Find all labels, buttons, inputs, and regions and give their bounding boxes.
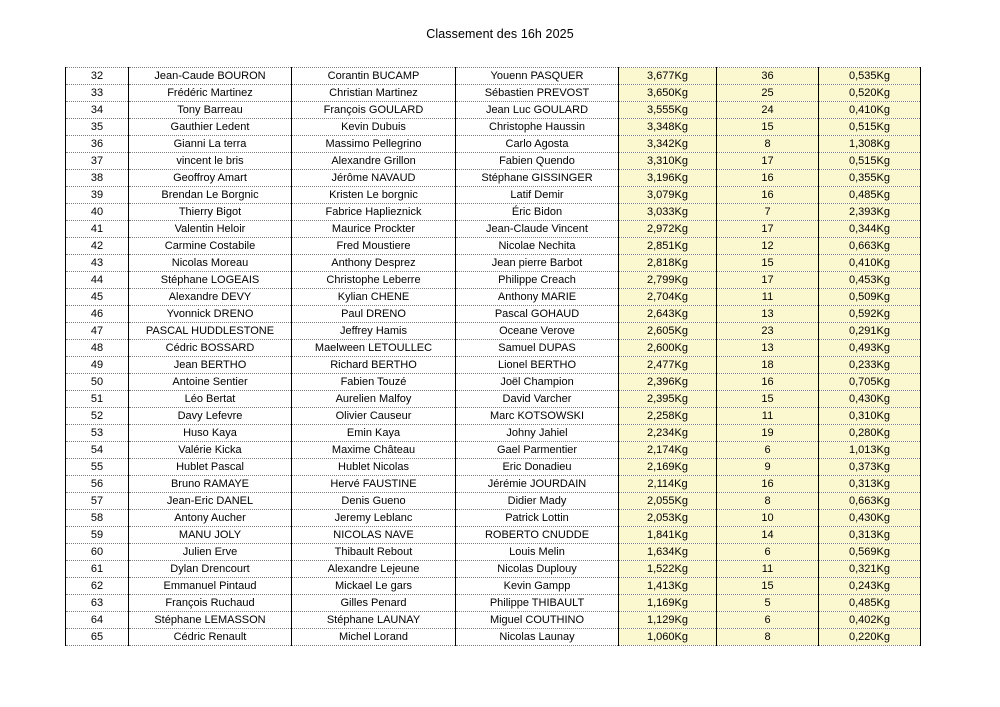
count-cell: 18 <box>717 357 819 374</box>
total-weight-cell: 2,851Kg <box>619 238 717 255</box>
competitor-3-cell: Nicolae Nechita <box>456 238 619 255</box>
table-row <box>66 306 921 323</box>
total-weight-cell: 1,841Kg <box>619 527 717 544</box>
table-row <box>66 187 921 204</box>
table-row <box>66 493 921 510</box>
table-row <box>66 136 921 153</box>
table-row <box>66 272 921 289</box>
competitor-3-cell: Joël Champion <box>456 374 619 391</box>
table-row <box>66 561 921 578</box>
competitor-2-cell: Hervé FAUSTINE <box>292 476 456 493</box>
count-cell: 12 <box>717 238 819 255</box>
biggest-weight-cell: 0,705Kg <box>819 374 921 391</box>
biggest-weight-cell: 0,485Kg <box>819 595 921 612</box>
biggest-weight-cell: 0,355Kg <box>819 170 921 187</box>
competitor-3-cell: Miguel COUTHINO <box>456 612 619 629</box>
total-weight-cell: 2,704Kg <box>619 289 717 306</box>
biggest-weight-cell: 0,410Kg <box>819 255 921 272</box>
table-row <box>66 374 921 391</box>
competitor-2-cell: Michel Lorand <box>292 629 456 646</box>
table-row <box>66 221 921 238</box>
competitor-2-cell: Massimo Pellegrino <box>292 136 456 153</box>
table-row <box>66 204 921 221</box>
competitor-2-cell: Christian Martinez <box>292 85 456 102</box>
competitor-1-cell: Cédric BOSSARD <box>129 340 292 357</box>
total-weight-cell: 2,169Kg <box>619 459 717 476</box>
table-row <box>66 357 921 374</box>
total-weight-cell: 2,396Kg <box>619 374 717 391</box>
competitor-3-cell: Marc KOTSOWSKI <box>456 408 619 425</box>
competitor-2-cell: François GOULARD <box>292 102 456 119</box>
count-cell: 36 <box>717 68 819 85</box>
competitor-1-cell: Nicolas Moreau <box>129 255 292 272</box>
total-weight-cell: 2,972Kg <box>619 221 717 238</box>
competitor-1-cell: Carmine Costabile <box>129 238 292 255</box>
competitor-1-cell: Gauthier Ledent <box>129 119 292 136</box>
count-cell: 16 <box>717 476 819 493</box>
rank-cell: 44 <box>66 272 129 289</box>
total-weight-cell: 3,310Kg <box>619 153 717 170</box>
biggest-weight-cell: 0,373Kg <box>819 459 921 476</box>
competitor-2-cell: Kylian CHENE <box>292 289 456 306</box>
competitor-3-cell: Gael Parmentier <box>456 442 619 459</box>
count-cell: 19 <box>717 425 819 442</box>
competitor-3-cell: Didier Mady <box>456 493 619 510</box>
rank-cell: 55 <box>66 459 129 476</box>
competitor-2-cell: Maurice Prockter <box>292 221 456 238</box>
competitor-3-cell: Latif Demir <box>456 187 619 204</box>
count-cell: 17 <box>717 272 819 289</box>
competitor-2-cell: Gilles Penard <box>292 595 456 612</box>
rank-cell: 42 <box>66 238 129 255</box>
biggest-weight-cell: 2,393Kg <box>819 204 921 221</box>
biggest-weight-cell: 0,485Kg <box>819 187 921 204</box>
table-row <box>66 153 921 170</box>
competitor-2-cell: Richard BERTHO <box>292 357 456 374</box>
count-cell: 13 <box>717 340 819 357</box>
table-row <box>66 85 921 102</box>
count-cell: 10 <box>717 510 819 527</box>
table-row <box>66 340 921 357</box>
count-cell: 16 <box>717 187 819 204</box>
competitor-3-cell: Patrick Lottin <box>456 510 619 527</box>
total-weight-cell: 2,605Kg <box>619 323 717 340</box>
competitor-1-cell: Brendan Le Borgnic <box>129 187 292 204</box>
biggest-weight-cell: 0,291Kg <box>819 323 921 340</box>
competitor-3-cell: Philippe Creach <box>456 272 619 289</box>
competitor-3-cell: Philippe THIBAULT <box>456 595 619 612</box>
rank-cell: 58 <box>66 510 129 527</box>
rank-cell: 39 <box>66 187 129 204</box>
competitor-1-cell: Antony Aucher <box>129 510 292 527</box>
competitor-3-cell: Carlo Agosta <box>456 136 619 153</box>
table-row <box>66 544 921 561</box>
count-cell: 15 <box>717 578 819 595</box>
rank-cell: 37 <box>66 153 129 170</box>
competitor-3-cell: Johny Jahiel <box>456 425 619 442</box>
competitor-2-cell: Anthony Desprez <box>292 255 456 272</box>
total-weight-cell: 1,522Kg <box>619 561 717 578</box>
competitor-2-cell: Jérôme NAVAUD <box>292 170 456 187</box>
competitor-3-cell: Fabien Quendo <box>456 153 619 170</box>
rank-cell: 35 <box>66 119 129 136</box>
biggest-weight-cell: 0,663Kg <box>819 493 921 510</box>
competitor-3-cell: Éric Bidon <box>456 204 619 221</box>
table-row <box>66 255 921 272</box>
total-weight-cell: 3,348Kg <box>619 119 717 136</box>
biggest-weight-cell: 0,220Kg <box>819 629 921 646</box>
biggest-weight-cell: 0,453Kg <box>819 272 921 289</box>
competitor-3-cell: Kevin Gampp <box>456 578 619 595</box>
competitor-1-cell: Valentin Heloir <box>129 221 292 238</box>
competitor-1-cell: Tony Barreau <box>129 102 292 119</box>
total-weight-cell: 2,643Kg <box>619 306 717 323</box>
competitor-3-cell: David Varcher <box>456 391 619 408</box>
total-weight-cell: 2,258Kg <box>619 408 717 425</box>
count-cell: 11 <box>717 408 819 425</box>
count-cell: 7 <box>717 204 819 221</box>
biggest-weight-cell: 0,569Kg <box>819 544 921 561</box>
total-weight-cell: 2,055Kg <box>619 493 717 510</box>
total-weight-cell: 2,818Kg <box>619 255 717 272</box>
count-cell: 13 <box>717 306 819 323</box>
rank-cell: 45 <box>66 289 129 306</box>
table-row <box>66 119 921 136</box>
rank-cell: 54 <box>66 442 129 459</box>
competitor-3-cell: Anthony MARIE <box>456 289 619 306</box>
total-weight-cell: 1,169Kg <box>619 595 717 612</box>
biggest-weight-cell: 0,243Kg <box>819 578 921 595</box>
rank-cell: 38 <box>66 170 129 187</box>
competitor-2-cell: Jeffrey Hamis <box>292 323 456 340</box>
table-row <box>66 170 921 187</box>
competitor-3-cell: Stéphane GISSINGER <box>456 170 619 187</box>
biggest-weight-cell: 0,321Kg <box>819 561 921 578</box>
table-row <box>66 289 921 306</box>
count-cell: 24 <box>717 102 819 119</box>
rank-cell: 51 <box>66 391 129 408</box>
competitor-1-cell: PASCAL HUDDLESTONE <box>129 323 292 340</box>
competitor-1-cell: Léo Bertat <box>129 391 292 408</box>
competitor-2-cell: Alexandre Grillon <box>292 153 456 170</box>
competitor-2-cell: Fabien Touzé <box>292 374 456 391</box>
count-cell: 8 <box>717 629 819 646</box>
competitor-3-cell: Jean pierre Barbot <box>456 255 619 272</box>
total-weight-cell: 2,600Kg <box>619 340 717 357</box>
count-cell: 17 <box>717 153 819 170</box>
competitor-1-cell: Hublet Pascal <box>129 459 292 476</box>
competitor-3-cell: Eric Donadieu <box>456 459 619 476</box>
rank-cell: 60 <box>66 544 129 561</box>
biggest-weight-cell: 0,410Kg <box>819 102 921 119</box>
total-weight-cell: 2,053Kg <box>619 510 717 527</box>
competitor-2-cell: Stéphane LAUNAY <box>292 612 456 629</box>
total-weight-cell: 2,477Kg <box>619 357 717 374</box>
rank-cell: 49 <box>66 357 129 374</box>
competitor-2-cell: Mickael Le gars <box>292 578 456 595</box>
count-cell: 6 <box>717 612 819 629</box>
competitor-3-cell: Jérémie JOURDAIN <box>456 476 619 493</box>
rank-cell: 47 <box>66 323 129 340</box>
competitor-1-cell: Emmanuel Pintaud <box>129 578 292 595</box>
rank-cell: 62 <box>66 578 129 595</box>
biggest-weight-cell: 0,520Kg <box>819 85 921 102</box>
biggest-weight-cell: 0,430Kg <box>819 510 921 527</box>
rank-cell: 61 <box>66 561 129 578</box>
table-row <box>66 595 921 612</box>
count-cell: 8 <box>717 136 819 153</box>
biggest-weight-cell: 0,535Kg <box>819 68 921 85</box>
competitor-1-cell: Geoffroy Amart <box>129 170 292 187</box>
competitor-3-cell: Jean-Claude Vincent <box>456 221 619 238</box>
biggest-weight-cell: 0,310Kg <box>819 408 921 425</box>
biggest-weight-cell: 0,280Kg <box>819 425 921 442</box>
table-row <box>66 391 921 408</box>
biggest-weight-cell: 0,663Kg <box>819 238 921 255</box>
rank-cell: 57 <box>66 493 129 510</box>
total-weight-cell: 2,234Kg <box>619 425 717 442</box>
biggest-weight-cell: 1,013Kg <box>819 442 921 459</box>
competitor-2-cell: Christophe Leberre <box>292 272 456 289</box>
competitor-1-cell: Alexandre DEVY <box>129 289 292 306</box>
rank-cell: 59 <box>66 527 129 544</box>
competitor-2-cell: Maelween LETOULLEC <box>292 340 456 357</box>
total-weight-cell: 3,342Kg <box>619 136 717 153</box>
total-weight-cell: 2,114Kg <box>619 476 717 493</box>
total-weight-cell: 1,129Kg <box>619 612 717 629</box>
competitor-2-cell: Olivier Causeur <box>292 408 456 425</box>
competitor-2-cell: Emin Kaya <box>292 425 456 442</box>
rank-cell: 46 <box>66 306 129 323</box>
competitor-1-cell: MANU JOLY <box>129 527 292 544</box>
page-title: Classement des 16h 2025 <box>426 27 574 41</box>
rank-cell: 48 <box>66 340 129 357</box>
competitor-2-cell: Jeremy Leblanc <box>292 510 456 527</box>
count-cell: 15 <box>717 119 819 136</box>
count-cell: 14 <box>717 527 819 544</box>
table-row <box>66 238 921 255</box>
biggest-weight-cell: 0,515Kg <box>819 153 921 170</box>
table-row <box>66 510 921 527</box>
competitor-1-cell: Antoine Sentier <box>129 374 292 391</box>
total-weight-cell: 1,634Kg <box>619 544 717 561</box>
biggest-weight-cell: 0,344Kg <box>819 221 921 238</box>
competitor-2-cell: Maxime Château <box>292 442 456 459</box>
total-weight-cell: 3,677Kg <box>619 68 717 85</box>
table-row <box>66 578 921 595</box>
total-weight-cell: 2,799Kg <box>619 272 717 289</box>
competitor-2-cell: Aurelien Malfoy <box>292 391 456 408</box>
total-weight-cell: 2,395Kg <box>619 391 717 408</box>
count-cell: 16 <box>717 170 819 187</box>
biggest-weight-cell: 0,509Kg <box>819 289 921 306</box>
competitor-1-cell: Cédric Renault <box>129 629 292 646</box>
count-cell: 6 <box>717 544 819 561</box>
biggest-weight-cell: 0,313Kg <box>819 527 921 544</box>
competitor-1-cell: Dylan Drencourt <box>129 561 292 578</box>
biggest-weight-cell: 0,493Kg <box>819 340 921 357</box>
competitor-2-cell: Alexandre Lejeune <box>292 561 456 578</box>
ranking-table <box>65 67 921 646</box>
count-cell: 16 <box>717 374 819 391</box>
count-cell: 25 <box>717 85 819 102</box>
competitor-3-cell: Jean Luc GOULARD <box>456 102 619 119</box>
count-cell: 17 <box>717 221 819 238</box>
total-weight-cell: 3,079Kg <box>619 187 717 204</box>
table-row <box>66 476 921 493</box>
rank-cell: 52 <box>66 408 129 425</box>
count-cell: 9 <box>717 459 819 476</box>
competitor-3-cell: Pascal GOHAUD <box>456 306 619 323</box>
rank-cell: 65 <box>66 629 129 646</box>
table-row <box>66 68 921 85</box>
competitor-3-cell: Nicolas Launay <box>456 629 619 646</box>
total-weight-cell: 1,413Kg <box>619 578 717 595</box>
table-row <box>66 442 921 459</box>
rank-cell: 41 <box>66 221 129 238</box>
rank-cell: 53 <box>66 425 129 442</box>
biggest-weight-cell: 0,402Kg <box>819 612 921 629</box>
table-row <box>66 629 921 646</box>
competitor-3-cell: Christophe Haussin <box>456 119 619 136</box>
competitor-1-cell: Davy Lefevre <box>129 408 292 425</box>
competitor-3-cell: Nicolas Duplouy <box>456 561 619 578</box>
count-cell: 15 <box>717 255 819 272</box>
competitor-1-cell: Gianni La terra <box>129 136 292 153</box>
table-row <box>66 102 921 119</box>
competitor-1-cell: Huso Kaya <box>129 425 292 442</box>
rank-cell: 50 <box>66 374 129 391</box>
competitor-3-cell: Youenn PASQUER <box>456 68 619 85</box>
competitor-1-cell: Valérie Kicka <box>129 442 292 459</box>
count-cell: 15 <box>717 391 819 408</box>
table-row <box>66 408 921 425</box>
competitor-2-cell: Fabrice Haplieznick <box>292 204 456 221</box>
competitor-1-cell: Frédéric Martinez <box>129 85 292 102</box>
ranking-table-body <box>66 68 921 646</box>
competitor-1-cell: Thierry Bigot <box>129 204 292 221</box>
competitor-2-cell: Paul DRENO <box>292 306 456 323</box>
count-cell: 6 <box>717 442 819 459</box>
total-weight-cell: 3,555Kg <box>619 102 717 119</box>
competitor-3-cell: Samuel DUPAS <box>456 340 619 357</box>
biggest-weight-cell: 1,308Kg <box>819 136 921 153</box>
competitor-1-cell: Julien Erve <box>129 544 292 561</box>
rank-cell: 33 <box>66 85 129 102</box>
competitor-1-cell: Jean BERTHO <box>129 357 292 374</box>
biggest-weight-cell: 0,313Kg <box>819 476 921 493</box>
table-row <box>66 527 921 544</box>
competitor-2-cell: Fred Moustiere <box>292 238 456 255</box>
competitor-3-cell: ROBERTO CNUDDE <box>456 527 619 544</box>
rank-cell: 64 <box>66 612 129 629</box>
table-row <box>66 425 921 442</box>
competitor-3-cell: Lionel BERTHO <box>456 357 619 374</box>
competitor-1-cell: Jean-Caude BOURON <box>129 68 292 85</box>
count-cell: 23 <box>717 323 819 340</box>
biggest-weight-cell: 0,430Kg <box>819 391 921 408</box>
total-weight-cell: 3,033Kg <box>619 204 717 221</box>
rank-cell: 34 <box>66 102 129 119</box>
competitor-3-cell: Louis Melin <box>456 544 619 561</box>
rank-cell: 40 <box>66 204 129 221</box>
total-weight-cell: 1,060Kg <box>619 629 717 646</box>
competitor-2-cell: Kevin Dubuis <box>292 119 456 136</box>
total-weight-cell: 3,650Kg <box>619 85 717 102</box>
competitor-2-cell: Hublet Nicolas <box>292 459 456 476</box>
competitor-1-cell: Yvonnick DRENO <box>129 306 292 323</box>
competitor-3-cell: Oceane Verove <box>456 323 619 340</box>
rank-cell: 56 <box>66 476 129 493</box>
rank-cell: 36 <box>66 136 129 153</box>
competitor-2-cell: Thibault Rebout <box>292 544 456 561</box>
rank-cell: 32 <box>66 68 129 85</box>
total-weight-cell: 3,196Kg <box>619 170 717 187</box>
count-cell: 8 <box>717 493 819 510</box>
competitor-2-cell: Denis Gueno <box>292 493 456 510</box>
competitor-1-cell: Stéphane LOGEAIS <box>129 272 292 289</box>
count-cell: 5 <box>717 595 819 612</box>
biggest-weight-cell: 0,592Kg <box>819 306 921 323</box>
competitor-3-cell: Sébastien PREVOST <box>456 85 619 102</box>
competitor-1-cell: vincent le bris <box>129 153 292 170</box>
count-cell: 11 <box>717 561 819 578</box>
competitor-1-cell: Stéphane LEMASSON <box>129 612 292 629</box>
biggest-weight-cell: 0,515Kg <box>819 119 921 136</box>
competitor-2-cell: Corantin BUCAMP <box>292 68 456 85</box>
competitor-2-cell: Kristen Le borgnic <box>292 187 456 204</box>
total-weight-cell: 2,174Kg <box>619 442 717 459</box>
competitor-1-cell: Jean-Eric DANEL <box>129 493 292 510</box>
biggest-weight-cell: 0,233Kg <box>819 357 921 374</box>
table-row <box>66 459 921 476</box>
competitor-1-cell: Bruno RAMAYE <box>129 476 292 493</box>
competitor-2-cell: NICOLAS NAVE <box>292 527 456 544</box>
count-cell: 11 <box>717 289 819 306</box>
rank-cell: 63 <box>66 595 129 612</box>
table-row <box>66 612 921 629</box>
table-row <box>66 323 921 340</box>
competitor-1-cell: François Ruchaud <box>129 595 292 612</box>
rank-cell: 43 <box>66 255 129 272</box>
